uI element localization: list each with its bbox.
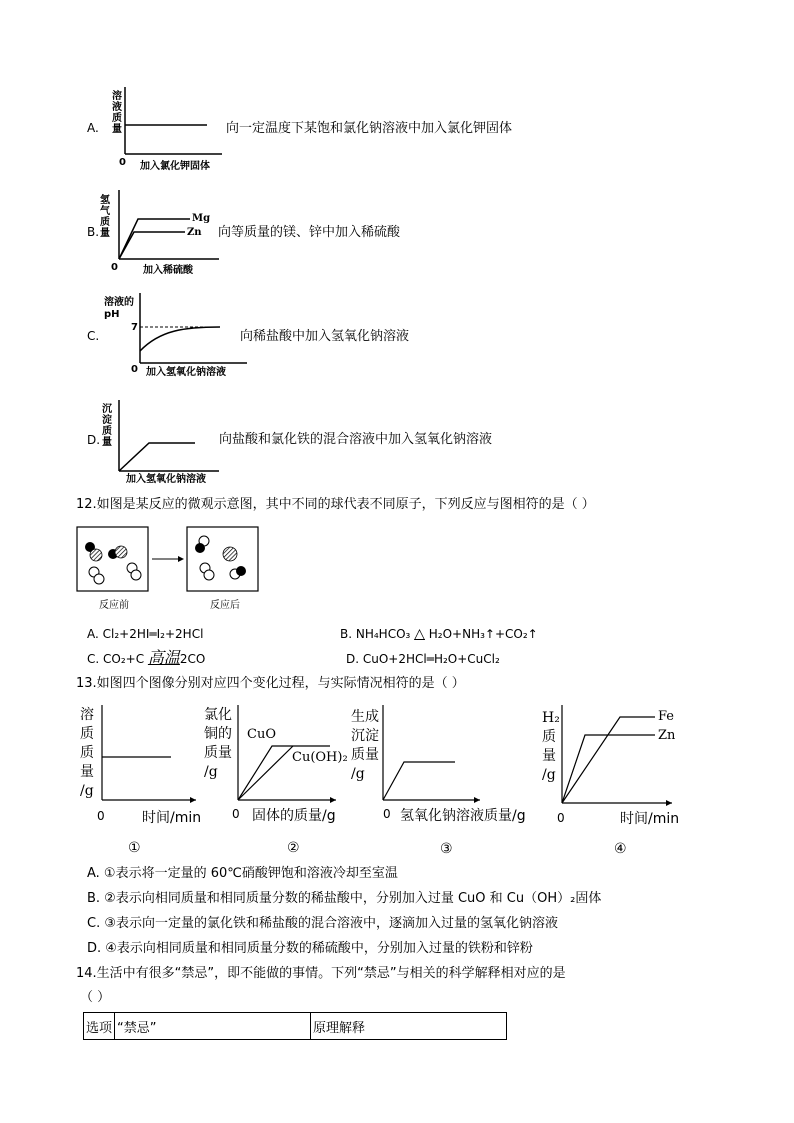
origin-label: 0 (111, 262, 118, 273)
option-letter: D. (87, 433, 101, 447)
graph-3-number: ③ (440, 841, 453, 857)
q14-table (83, 1012, 507, 1040)
series-label-zn: Zn (658, 728, 676, 743)
series-label-cuo: CuO (247, 727, 276, 742)
graph-3-origin: 0 (383, 807, 391, 821)
y-axis-label: 溶液的pH (104, 297, 134, 320)
option-letter: A. (87, 121, 99, 135)
option-text: 向稀盐酸中加入氢氧化钠溶液 (240, 329, 410, 344)
option-b-products: H₂O+NH₃↑+CO₂↑ (424, 627, 538, 641)
tick-7: 7 (131, 322, 138, 333)
graph-4-xlabel: 时间/min (620, 811, 680, 827)
table-header-row (84, 1013, 507, 1040)
question-12-stem: 12.如图是某反应的微观示意图，其中不同的球代表不同原子，下列反应与图相符的是（ ） (76, 497, 595, 512)
graph-1-origin: 0 (97, 809, 105, 823)
q13-option-a: A. ①表示将一定量的 60℃硝酸钾饱和溶液冷却至室温 (87, 866, 398, 881)
high-temp-condition: 高温 (147, 648, 180, 667)
option-text: 向盐酸和氯化铁的混合溶液中加入氢氧化钠溶液 (219, 432, 493, 447)
x-axis-label: 加入稀硫酸 (143, 265, 193, 276)
option-text: 向一定温度下某饱和氯化钠溶液中加入氯化钾固体 (226, 121, 513, 136)
option-letter: B. (87, 225, 100, 239)
after-label: 反应后 (210, 600, 240, 611)
option-c-reactant: C. CO₂+C (87, 652, 148, 666)
x-axis-label: 加入氯化钾固体 (140, 161, 210, 172)
graph-2-number: ② (287, 840, 300, 856)
graph-2-xlabel: 固体的质量/g (252, 808, 336, 824)
graph-3-ylabel: 生成 沉淀 质量 /g (351, 709, 379, 782)
graph-4-ylabel: H₂ 质 量 /g (542, 710, 560, 783)
header-option: 选项 (84, 1013, 115, 1040)
question-14-stem: 14.生活中有很多“禁忌”，即不能做的事情。下列“禁忌”与相关的科学解释相对应的是 (76, 966, 566, 981)
graph-2-origin: 0 (232, 807, 240, 821)
q12-option-d: D. CuO+2HCl═H₂O+CuCl₂ (346, 652, 500, 666)
graph-2-ylabel: 氯化 铜的 质量 /g (204, 707, 232, 780)
header-taboo: “禁忌” (115, 1013, 311, 1040)
option-b-reactant: B. NH₄HCO₃ (340, 627, 415, 641)
y-axis-label: 沉淀质量 (102, 404, 112, 448)
graph-1-xlabel: 时间/min (142, 810, 202, 826)
option-letter: C. (87, 329, 100, 343)
option-c-product: 2CO (179, 652, 206, 666)
graph-1-number: ① (128, 840, 141, 856)
origin-label: 0 (131, 364, 138, 375)
before-label: 反应前 (99, 600, 129, 611)
x-axis-label: 加入氢氧化钠溶液 (126, 474, 206, 485)
x-axis-label: 加入氢氧化钠溶液 (146, 367, 226, 378)
y-axis-label: 氢气质量 (100, 195, 110, 239)
option-text: 向等质量的镁、锌中加入稀硫酸 (218, 225, 401, 240)
series-label-zn: Zn (187, 227, 202, 238)
question-14-bracket: （ ） (80, 990, 111, 1005)
q13-option-b: B. ②表示向相同质量和相同质量分数的稀盐酸中，分别加入过量 CuO 和 Cu（OH）₂固体 (87, 891, 602, 906)
graph-4-number: ④ (614, 841, 627, 857)
origin-label: 0 (119, 157, 126, 168)
heat-condition: △ (414, 626, 425, 642)
graph-1-ylabel: 溶 质 质 量 /g (80, 707, 94, 799)
q13-option-c: C. ③表示向一定量的氯化铁和稀盐酸的混合溶液中，逐滴加入过量的氢氧化钠溶液 (87, 916, 558, 931)
q13-option-d: D. ④表示向相同质量和相同质量分数的稀硫酸中，分别加入过量的铁粉和锌粉 (87, 941, 533, 956)
series-label-mg: Mg (192, 213, 211, 224)
graph-4-origin: 0 (557, 811, 565, 825)
y-axis-label: 溶液质量 (112, 91, 122, 135)
question-13-stem: 13.如图四个图像分别对应四个变化过程，与实际情况相符的是（ ） (76, 676, 465, 691)
q12-option-a: A. Cl₂+2HI═I₂+2HCl (87, 627, 204, 641)
graph-3-xlabel: 氢氧化钠溶液质量/g (400, 808, 526, 824)
series-label-fe: Fe (658, 709, 675, 724)
header-explanation: 原理解释 (311, 1013, 507, 1040)
series-label-cuoh2: Cu(OH)₂ (292, 750, 348, 765)
